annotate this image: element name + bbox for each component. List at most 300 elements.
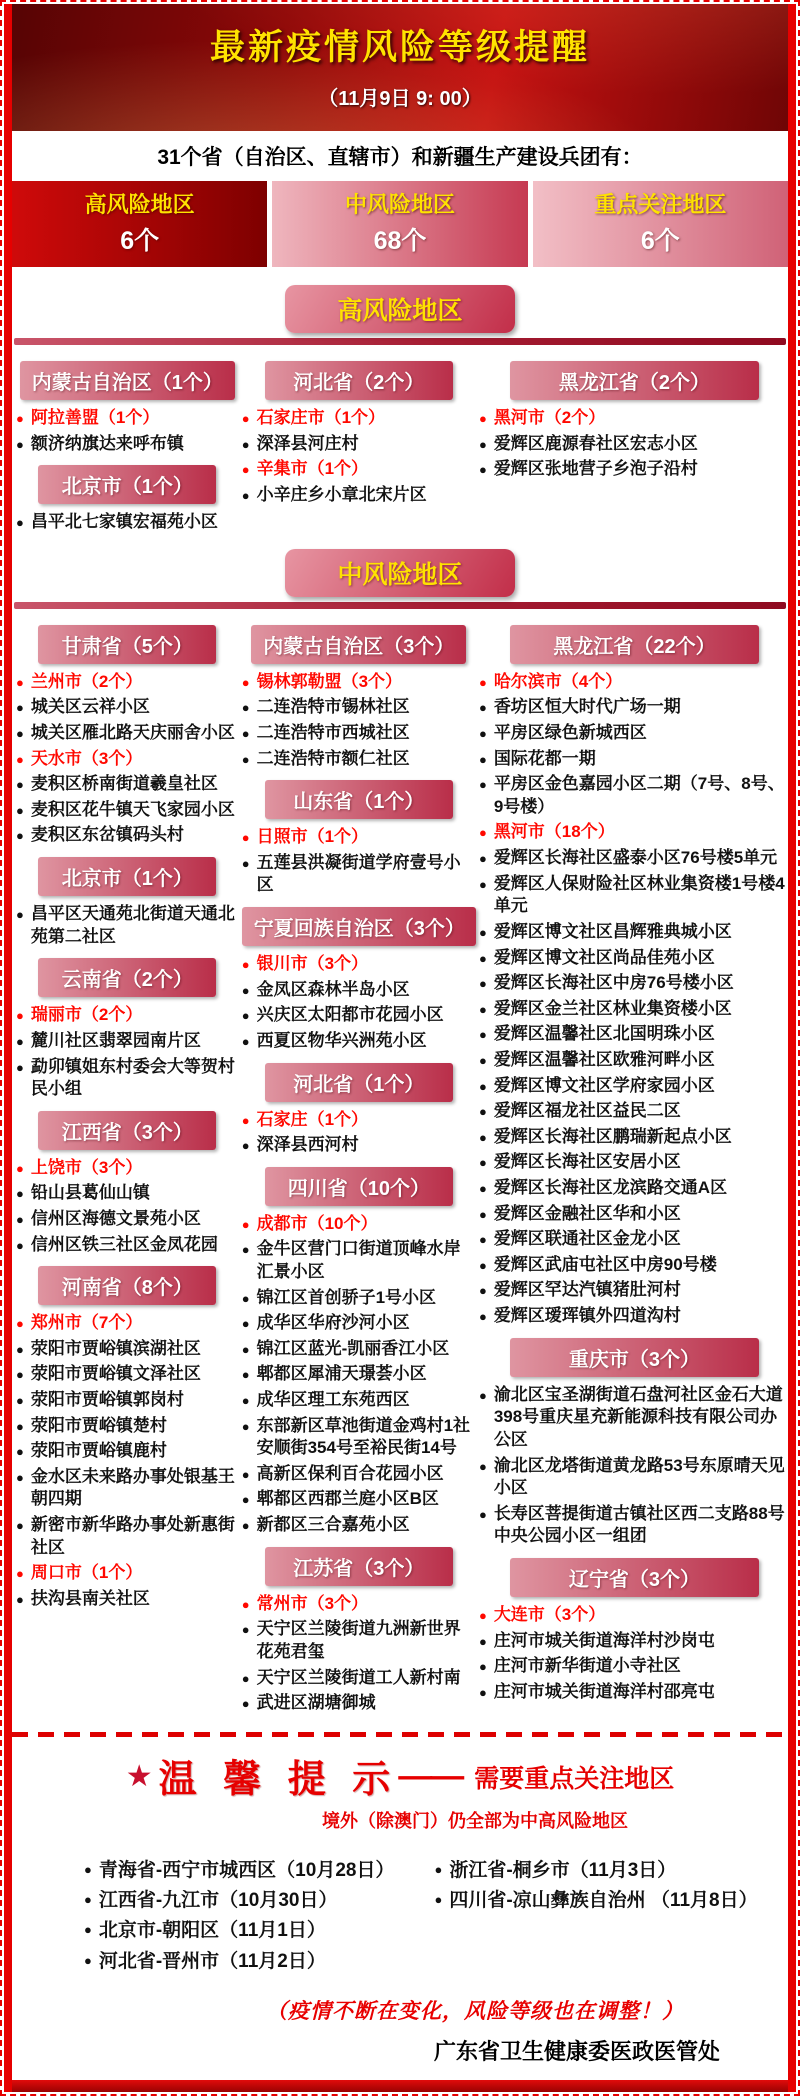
bullet-icon: ●: [241, 1112, 250, 1128]
item-list: [242, 953, 476, 1052]
header-banner: [12, 4, 788, 131]
place-item: [242, 1004, 476, 1027]
bullet-icon: ●: [241, 1492, 250, 1508]
place-item: [479, 1151, 790, 1174]
item-text: 五莲县洪凝街道学府壹号小区: [256, 852, 461, 895]
item-list: [479, 1384, 790, 1548]
city-item: [242, 1109, 476, 1132]
province-block: [242, 780, 476, 897]
place-item: [479, 1049, 790, 1072]
section-title-mid-risk: 中风险地区: [285, 549, 515, 597]
risk-column: [479, 351, 790, 537]
item-text: 麦积区东岔镇码头村: [30, 825, 184, 845]
page-title: 最新疫情风险等级提醒: [209, 28, 590, 67]
item-text: 新都区三合嘉苑小区: [256, 1515, 410, 1535]
item-text: 爱辉区长海社区鹏瑞新起点小区: [493, 1126, 732, 1146]
item-text: 大连市（3个）: [493, 1604, 606, 1624]
bullet-icon: ●: [241, 1290, 250, 1306]
bullet-icon: ●: [478, 1129, 487, 1145]
place-item: [16, 1588, 239, 1611]
item-text: 锡林郭勒盟（3个）: [256, 671, 403, 691]
place-item: [242, 979, 476, 1002]
stat-count: 6个: [640, 227, 680, 255]
city-item: [16, 748, 239, 771]
footer-org: 广东省卫生健康委医政医管处: [433, 2038, 720, 2064]
place-item: [242, 1338, 476, 1361]
item-text: 阿拉善盟（1个）: [30, 408, 160, 427]
bullet-icon: ●: [478, 1052, 487, 1068]
item-text: 渝北区龙塔街道黄龙路53号东原晴天见小区: [493, 1455, 785, 1498]
bullet-icon: ●: [16, 1418, 24, 1434]
watch-item-list: [434, 1858, 758, 1914]
place-item: [479, 972, 790, 995]
bullet-icon: ●: [478, 1001, 487, 1017]
stat-label: 重点关注地区: [594, 192, 727, 217]
risk-column: [242, 615, 476, 1718]
item-text: 爱辉区鹿源春社区宏志小区: [493, 433, 698, 453]
item-text: 爱辉区金兰社区林业集资楼小区: [493, 998, 732, 1018]
place-item: [479, 873, 790, 918]
province-block: [242, 1547, 476, 1715]
place-item: [479, 773, 790, 818]
item-text: 锦江区首创骄子1号小区: [256, 1287, 437, 1307]
place-item: [242, 1030, 476, 1053]
watch-column: [84, 1853, 434, 1979]
bullet-icon: ●: [478, 436, 487, 452]
place-item: [479, 696, 790, 719]
stat-label: 高风险地区: [84, 192, 195, 217]
bullet-icon: ●: [478, 825, 487, 841]
item-text: 日照市（1个）: [256, 827, 369, 847]
item-list: [16, 407, 239, 455]
city-item: [16, 407, 239, 430]
item-list: [16, 1004, 239, 1100]
risk-column: [16, 615, 239, 1718]
bullet-icon: ●: [241, 1670, 250, 1686]
bullet-icon: ●: [478, 1309, 487, 1325]
bullet-icon: ●: [16, 1367, 24, 1383]
item-text: 银川市（3个）: [256, 954, 369, 974]
bullet-icon: ●: [478, 976, 487, 992]
item-text: 武进区湖塘御城: [256, 1693, 376, 1713]
item-text: 高新区保利百合花园小区: [256, 1463, 444, 1483]
place-item: [242, 1238, 476, 1283]
item-text: 二连浩特市西城社区: [256, 723, 410, 743]
bullet-icon: ●: [241, 1466, 250, 1482]
province-header: 甘肃省（5个）: [38, 625, 216, 664]
place-item: [479, 1305, 790, 1328]
bullet-icon: ●: [241, 1622, 250, 1638]
item-text: 金凤区森林半岛小区: [256, 979, 410, 999]
bottom-bar: [12, 2080, 788, 2092]
item-text: 爱辉区博文社区昌辉雅典城小区: [493, 921, 732, 941]
bullet-icon: ●: [16, 1059, 24, 1075]
risk-column: [242, 351, 476, 537]
bullet-icon: ●: [16, 1518, 24, 1534]
province-header: 江苏省（3个）: [265, 1547, 452, 1586]
bullet-icon: ●: [241, 1596, 250, 1612]
place-item: [479, 1100, 790, 1123]
bullet-icon: ●: [241, 1242, 250, 1258]
item-text: 爱辉区金融社区华和小区: [493, 1203, 681, 1223]
place-item: [16, 1415, 239, 1438]
notice-dash: ——: [398, 1756, 463, 1795]
place-item: [479, 1655, 790, 1678]
bullet-icon: ●: [16, 1393, 24, 1409]
bullet-icon: ●: [16, 1591, 24, 1607]
place-item: [479, 947, 790, 970]
item-text: 四川省-凉山彝族自治州 （11月8日）: [449, 1889, 758, 1911]
item-list: [479, 671, 790, 1328]
watch-item: [84, 1888, 434, 1913]
bullet-icon: ●: [241, 1316, 250, 1332]
place-item: [16, 1389, 239, 1412]
stat-watch: [533, 181, 788, 267]
bullet-icon: ●: [16, 436, 24, 452]
bullet-icon: ●: [16, 674, 24, 690]
bullet-icon: ●: [241, 751, 250, 767]
bullet-icon: ●: [241, 700, 250, 716]
province-header: 内蒙古自治区（3个）: [251, 625, 466, 664]
item-text: 郑州市（7个）: [30, 1313, 143, 1333]
bullet-icon: ●: [241, 1367, 250, 1383]
bullet-icon: ●: [16, 1211, 24, 1227]
item-text: 爱辉区长海社区盛泰小区76号楼5单元: [493, 848, 778, 868]
bullet-icon: ●: [16, 1237, 24, 1253]
intro-text: 31个省（自治区、直辖市）和新疆生产建设兵团有：: [157, 146, 643, 169]
bullet-icon: ●: [241, 982, 250, 998]
item-text: 小辛庄乡小章北宋片区: [256, 484, 427, 504]
item-list: [242, 826, 476, 897]
place-item: [479, 433, 790, 456]
city-item: [479, 1604, 790, 1627]
bullet-icon: ●: [16, 515, 24, 531]
item-text: 荥阳市贾峪镇滨湖社区: [30, 1338, 201, 1358]
mid-risk-columns: [12, 615, 788, 1718]
item-list: [16, 671, 239, 847]
watch-item: [84, 1918, 434, 1943]
place-item: [242, 1667, 476, 1690]
bullet-icon: ●: [16, 1186, 24, 1202]
place-item: [479, 1023, 790, 1046]
item-text: 爱辉区人保财险社区林业集资楼1号楼4单元: [493, 873, 785, 916]
city-item: [242, 1593, 476, 1616]
bullet-icon: ●: [84, 1861, 92, 1877]
mid-risk-section: [12, 537, 788, 1718]
item-text: 爱辉区博文社区学府家园小区: [493, 1075, 715, 1095]
item-text: 爱辉区长海社区中房76号楼小区: [493, 973, 734, 993]
bullet-icon: ●: [478, 1027, 487, 1043]
city-item: [16, 671, 239, 694]
item-text: 信州区海德文景苑小区: [30, 1208, 201, 1228]
item-list: [16, 903, 239, 948]
place-item: [242, 1618, 476, 1663]
bullet-icon: ●: [16, 1444, 24, 1460]
place-item: [479, 921, 790, 944]
notice-note: 境外（除澳门）仍全部为中高风险地区: [322, 1810, 628, 1831]
item-list: [479, 407, 790, 481]
watch-item: [84, 1949, 434, 1974]
item-text: 麦积区桥南街道羲皇社区: [30, 774, 218, 794]
place-item: [479, 722, 790, 745]
place-item: [479, 1177, 790, 1200]
place-item: [242, 852, 476, 897]
bullet-icon: ●: [478, 851, 487, 867]
province-header: 四川省（10个）: [265, 1167, 452, 1206]
place-item: [479, 458, 790, 481]
item-text: 二连浩特市锡林社区: [256, 697, 410, 717]
place-item: [242, 1463, 476, 1486]
place-item: [16, 1234, 239, 1257]
item-text: 天水市（3个）: [30, 748, 143, 768]
item-text: 昌平北七家镇宏福苑小区: [30, 512, 218, 532]
place-item: [16, 1363, 239, 1386]
place-item: [16, 722, 239, 745]
place-item: [16, 1440, 239, 1463]
watch-item: [84, 1858, 434, 1883]
province-block: [16, 361, 239, 455]
bullet-icon: ●: [241, 1138, 250, 1154]
watch-item: [434, 1888, 758, 1913]
bullet-icon: ●: [478, 1104, 487, 1120]
item-text: 石家庄（1个）: [256, 1109, 369, 1129]
item-text: 成都市（10个）: [256, 1213, 378, 1233]
notice-subtitle: 需要重点关注地区: [474, 1764, 675, 1793]
place-item: [242, 1389, 476, 1412]
item-text: 昌平区天通苑北街道天通北苑第二社区: [30, 904, 235, 946]
bullet-icon: ●: [241, 436, 250, 452]
high-risk-section: [12, 273, 788, 537]
watch-column: [434, 1853, 758, 1919]
place-item: [242, 1415, 476, 1460]
item-list: [242, 671, 476, 770]
footer-note: （疫情不断在变化，风险等级也在调整！）: [266, 1999, 684, 2023]
city-item: [242, 458, 476, 481]
item-text: 荥阳市贾峪镇楚村: [30, 1415, 167, 1435]
bullet-icon: ●: [241, 1341, 250, 1357]
item-text: 上饶市（3个）: [30, 1157, 143, 1177]
place-item: [16, 1338, 239, 1361]
bullet-icon: ●: [16, 777, 24, 793]
item-list: [16, 1157, 239, 1256]
bullet-icon: ●: [478, 1387, 487, 1403]
place-item: [479, 1228, 790, 1251]
item-text: 香坊区恒大时代广场一期: [493, 697, 681, 717]
report-datetime: （11月9日 9: 00）: [318, 88, 482, 110]
bullet-icon: ●: [478, 751, 487, 767]
risk-level-poster: [4, 4, 796, 2092]
item-text: 荥阳市贾峪镇文泽社区: [30, 1364, 201, 1384]
item-list: [16, 511, 239, 534]
item-text: 勐卯镇姐东村委会大等贺村民小组: [30, 1056, 235, 1099]
bullet-icon: ●: [478, 777, 487, 793]
bullet-icon: ●: [16, 1008, 24, 1024]
item-text: 麓川社区翡翠园南片区: [30, 1030, 201, 1050]
province-header: 北京市（1个）: [38, 465, 216, 504]
item-text: 新密市新华路办事处新惠街社区: [30, 1515, 235, 1557]
item-list: [242, 1593, 476, 1715]
item-text: 瑞丽市（2个）: [30, 1005, 143, 1025]
item-text: 庄河市城关街道海洋村沙岗屯: [493, 1630, 715, 1650]
city-item: [16, 1562, 239, 1585]
item-text: 长寿区菩提街道古镇社区西二支路88号中央公园小区一组团: [493, 1503, 785, 1546]
city-item: [242, 407, 476, 430]
province-block: [242, 1063, 476, 1157]
place-item: [242, 1514, 476, 1537]
item-text: 平房区绿色新城西区: [493, 723, 647, 743]
bullet-icon: ●: [241, 830, 250, 846]
item-text: 东部新区草池街道金鸡村1社安顺街354号至裕民街14号: [256, 1415, 471, 1458]
section-divider: [14, 338, 786, 345]
item-list: [479, 1604, 790, 1703]
province-block: [242, 625, 476, 770]
item-text: 成华区华府沙河小区: [256, 1313, 410, 1333]
province-header: 河北省（1个）: [265, 1063, 452, 1102]
province-header: 河南省（8个）: [38, 1266, 216, 1305]
stat-high-risk: [12, 181, 267, 267]
bullet-icon: ●: [16, 1469, 24, 1485]
bullet-icon: ●: [16, 726, 24, 742]
bullet-icon: ●: [241, 674, 250, 690]
item-text: 兰州市（2个）: [30, 671, 143, 691]
place-item: [479, 748, 790, 771]
place-item: [479, 1455, 790, 1500]
place-item: [479, 1630, 790, 1653]
section-divider: [14, 602, 786, 609]
item-text: 金水区未来路办事处银基王朝四期: [30, 1466, 235, 1509]
bullet-icon: ●: [478, 674, 487, 690]
city-item: [16, 1312, 239, 1335]
item-text: 北京市-朝阳区（11月1日）: [98, 1920, 326, 1942]
item-text: 城关区云祥小区: [30, 697, 150, 717]
place-item: [16, 799, 239, 822]
province-header: 北京市（1个）: [38, 857, 216, 896]
province-block: [16, 958, 239, 1100]
bullet-icon: ●: [241, 1393, 250, 1409]
item-text: 爱辉区博文社区尚品佳苑小区: [493, 947, 715, 967]
bullet-icon: ●: [84, 1891, 92, 1907]
watch-item: [434, 1858, 758, 1883]
item-text: 国际花都一期: [493, 748, 596, 768]
bullet-icon: ●: [241, 1008, 250, 1024]
risk-column: [479, 615, 790, 1718]
bullet-icon: ●: [241, 1418, 250, 1434]
watch-item-list: [84, 1858, 434, 1974]
section-title-high-risk: 高风险地区: [285, 285, 515, 333]
province-header: 云南省（2个）: [38, 958, 216, 997]
place-item: [479, 1203, 790, 1226]
province-header: 黑龙江省（2个）: [510, 361, 759, 400]
city-item: [479, 821, 790, 844]
province-block: [16, 625, 239, 847]
bullet-icon: ●: [241, 1216, 250, 1232]
item-list: [16, 1312, 239, 1610]
item-text: 浙江省-桐乡市（11月3日）: [449, 1859, 677, 1881]
place-item: [16, 773, 239, 796]
province-header: 山东省（1个）: [265, 780, 452, 819]
bullet-icon: ●: [84, 1922, 92, 1938]
place-item: [479, 1279, 790, 1302]
bullet-icon: ●: [478, 700, 487, 716]
place-item: [242, 1692, 476, 1715]
bullet-icon: ●: [478, 1506, 487, 1522]
bullet-icon: ●: [478, 462, 487, 478]
place-item: [16, 1030, 239, 1053]
province-header: 河北省（2个）: [265, 361, 452, 400]
bullet-icon: ●: [478, 1659, 487, 1675]
item-text: 金牛区营门口街道顶峰水岸汇景小区: [256, 1239, 461, 1281]
place-item: [242, 484, 476, 507]
bullet-icon: ●: [434, 1891, 443, 1907]
item-text: 铅山县葛仙山镇: [30, 1183, 150, 1203]
item-text: 爱辉区罕达汽镇猪肚河村: [493, 1280, 681, 1300]
item-text: 平房区金色嘉园小区二期（7号、8号、9号楼）: [493, 774, 785, 816]
item-text: 荥阳市贾峪镇郭岗村: [30, 1390, 184, 1410]
province-block: [16, 465, 239, 534]
item-text: 河北省-晋州市（11月2日）: [98, 1950, 326, 1972]
bullet-icon: ●: [478, 411, 487, 426]
place-item: [479, 1126, 790, 1149]
place-item: [16, 824, 239, 847]
bullet-icon: ●: [16, 1341, 24, 1357]
item-text: 青海省-西宁市城西区（10月28日）: [98, 1859, 395, 1881]
stat-count: 68个: [373, 227, 427, 255]
place-item: [242, 433, 476, 456]
item-text: 周口市（1个）: [30, 1563, 143, 1583]
bullet-icon: ●: [16, 411, 24, 426]
item-text: 石家庄市（1个）: [256, 408, 386, 427]
item-text: 锦江区蓝光-凯丽香江小区: [256, 1338, 450, 1358]
item-list: [242, 1213, 476, 1537]
item-text: 爱辉区长海社区龙滨路交通A区: [493, 1178, 728, 1198]
place-item: [16, 1182, 239, 1205]
province-header: 辽宁省（3个）: [510, 1558, 759, 1597]
province-block: [16, 1111, 239, 1256]
place-item: [479, 1681, 790, 1704]
bullet-icon: ●: [16, 751, 24, 767]
place-item: [242, 748, 476, 771]
city-item: [16, 1004, 239, 1027]
place-item: [242, 1363, 476, 1386]
bullet-icon: ●: [241, 957, 250, 973]
province-block: [16, 857, 239, 948]
item-text: 爱辉区联通社区金龙小区: [493, 1229, 681, 1249]
item-text: 常州市（3个）: [256, 1593, 369, 1613]
place-item: [16, 1466, 239, 1511]
place-item: [479, 847, 790, 870]
bullet-icon: ●: [241, 726, 250, 742]
city-item: [16, 1157, 239, 1180]
place-item: [479, 1254, 790, 1277]
place-item: [242, 696, 476, 719]
province-header: 江西省（3个）: [38, 1111, 216, 1150]
place-item: [16, 433, 239, 456]
item-text: 荥阳市贾峪镇鹿村: [30, 1441, 167, 1461]
item-text: 西夏区物华兴洲苑小区: [256, 1030, 427, 1050]
item-text: 郫都区西郡兰庭小区B区: [256, 1489, 439, 1509]
notice-section: [12, 1732, 788, 1979]
province-block: [479, 361, 790, 481]
province-block: [242, 361, 476, 506]
item-text: 辛集市（1个）: [256, 459, 369, 479]
place-item: [16, 1514, 239, 1559]
city-item: [242, 671, 476, 694]
bullet-icon: ●: [478, 1206, 487, 1222]
place-item: [16, 511, 239, 534]
item-text: 爱辉区温馨社区欧雅河畔小区: [493, 1049, 715, 1069]
notice-title: 温 馨 提 示: [158, 1758, 399, 1801]
stat-count: 6个: [120, 227, 160, 255]
